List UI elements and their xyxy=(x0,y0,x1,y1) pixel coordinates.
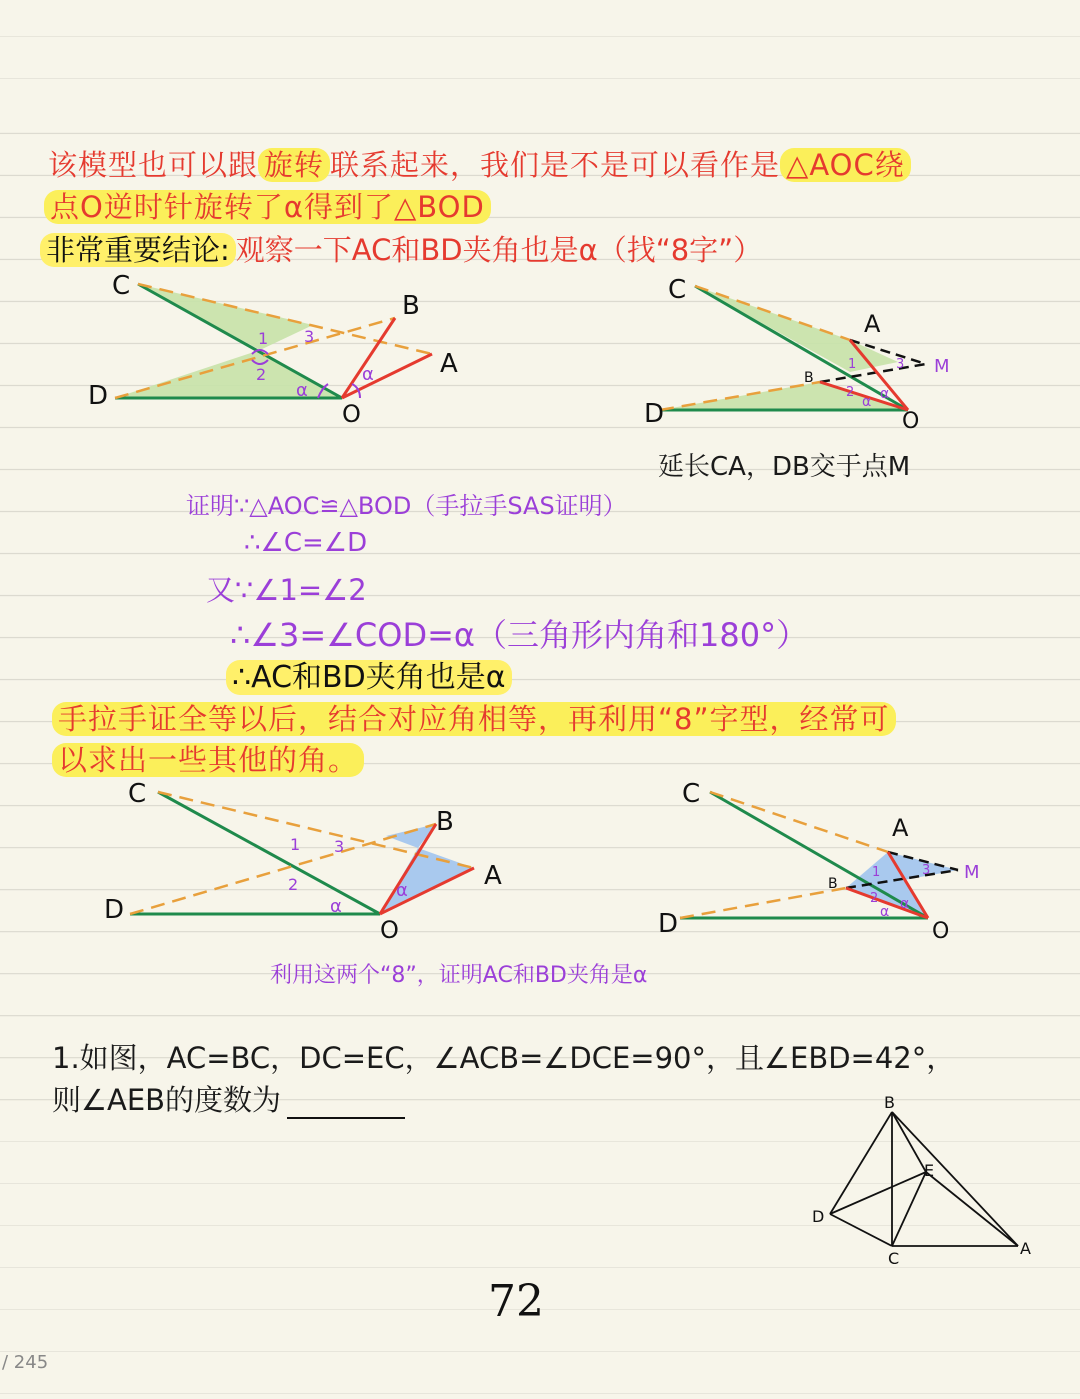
fig1-fill-lower xyxy=(115,350,342,398)
ex-line-ce xyxy=(892,1172,926,1246)
fig3-alpha-right: α xyxy=(396,880,408,901)
intro-text-1b: 联系起来，我们是不是可以看作是 xyxy=(330,148,781,182)
figure-1 xyxy=(80,271,500,428)
fig1-ang-2: 2 xyxy=(256,365,267,384)
fig2-alpha-left: α xyxy=(862,394,872,410)
fig1-label-b: B xyxy=(402,291,420,321)
fig2-label-d: D xyxy=(644,399,665,429)
fig1-alpha-left: α xyxy=(296,380,308,401)
fig1-label-c: C xyxy=(112,271,131,301)
ex-line-ea xyxy=(926,1172,1018,1246)
intro-highlight-bod: 点O逆时针旋转了α得到了△BOD xyxy=(44,190,491,224)
fig1-label-a: A xyxy=(440,349,458,379)
ex-label-a: A xyxy=(1020,1239,1031,1258)
ex-label-b: B xyxy=(884,1093,895,1112)
fig2-label-m: M xyxy=(934,356,950,377)
fig4-label-b: B xyxy=(828,876,838,892)
ex-line-de xyxy=(830,1172,926,1214)
fig3-label-c: C xyxy=(128,779,147,809)
fig2-label-b: B xyxy=(804,370,814,386)
conclusion-label: 非常重要结论: xyxy=(40,233,236,267)
proof-line-1: 证明∵△AOC≌△BOD（手拉手SAS证明） xyxy=(186,492,627,520)
fig3-label-d: D xyxy=(104,895,125,925)
ex-label-e: E xyxy=(924,1161,935,1180)
fig3-alpha-left: α xyxy=(330,896,342,917)
intro-line-1 xyxy=(48,143,911,184)
fig2-ang-3: 3 xyxy=(896,357,905,372)
fig4-ang-2: 2 xyxy=(870,891,879,906)
intro-highlight-aoc: △AOC绕 xyxy=(780,148,911,182)
caption-two-eights: 利用这两个“8”，证明AC和BD夹角是α xyxy=(270,963,648,988)
page-counter: / 245 xyxy=(2,1352,49,1373)
ex-line-dc xyxy=(830,1214,892,1246)
fig3-label-a: A xyxy=(484,861,502,891)
page-number: 72 xyxy=(488,1276,544,1327)
fig4-alpha-right: α xyxy=(900,896,910,912)
fig2-alpha-right: α xyxy=(880,386,890,402)
exercise-line-2 xyxy=(52,1078,405,1119)
proof-line-5 xyxy=(226,652,512,696)
proof-line-5-text: ∴AC和BD夹角也是α xyxy=(226,660,512,695)
figure-2 xyxy=(640,272,970,434)
proof-line-3: 又∵∠1=∠2 xyxy=(206,573,367,607)
fig3-label-o: O xyxy=(380,916,399,944)
intro-line-2 xyxy=(44,185,491,226)
fig4-label-o: O xyxy=(932,919,950,944)
fig4-ang-1: 1 xyxy=(872,865,881,880)
exercise-figure xyxy=(808,1092,1038,1267)
figure-4 xyxy=(652,778,992,948)
fig1-alpha-right: α xyxy=(362,364,374,385)
note-text-1: 手拉手证全等以后，结合对应角相等，再利用“8”字型，经常可 xyxy=(52,702,896,736)
fig2-label-c: C xyxy=(668,275,687,305)
fig4-alpha-left: α xyxy=(880,904,890,920)
fig2-label-a: A xyxy=(864,310,881,338)
fig1-ang-1: 1 xyxy=(258,329,269,348)
exercise-line-1: 1.如图，AC=BC，DC=EC，∠ACB=∠DCE=90°，且∠EBD=42°， xyxy=(52,1041,956,1075)
ex-label-d: D xyxy=(812,1207,825,1226)
figure-2-caption: 延长CA，DB交于点M xyxy=(658,452,911,482)
fig3-line-co xyxy=(158,792,380,914)
ex-line-bd xyxy=(830,1112,892,1214)
fig3-ang-2: 2 xyxy=(288,875,299,894)
fig2-ang-1: 1 xyxy=(848,357,857,372)
conclusion-line xyxy=(40,228,762,269)
intro-text-1a: 该模型也可以跟 xyxy=(48,148,259,182)
fig1-fill-upper xyxy=(138,284,313,350)
fig1-label-d: D xyxy=(88,381,109,411)
fig4-ang-3: 3 xyxy=(922,863,931,878)
figure-3 xyxy=(100,778,520,948)
fig4-label-m: M xyxy=(964,862,980,883)
proof-line-4: ∴∠3=∠COD=α（三角形内角和180°） xyxy=(230,616,809,654)
fig4-label-d: D xyxy=(658,909,679,939)
conclusion-text: 观察一下AC和BD夹角也是α（找“8字”） xyxy=(235,233,763,267)
fig1-label-o: O xyxy=(342,400,361,428)
fig3-ang-1: 1 xyxy=(290,835,301,854)
fig3-ang-3: 3 xyxy=(334,837,345,856)
proof-line-2: ∴∠C=∠D xyxy=(244,528,368,558)
fig2-label-o: O xyxy=(902,409,920,434)
ex-label-c: C xyxy=(888,1249,900,1268)
fig3-label-b: B xyxy=(436,807,454,837)
intro-highlight-rotation: 旋转 xyxy=(258,148,330,182)
fig2-ang-2: 2 xyxy=(846,385,855,400)
note-line-1 xyxy=(52,697,896,738)
fig4-label-a: A xyxy=(892,814,909,842)
exercise-question: 则∠AEB的度数为 xyxy=(52,1083,282,1117)
note-line-2 xyxy=(52,738,364,779)
fig4-label-c: C xyxy=(682,779,701,809)
note-text-2: 以求出一些其他的角。 xyxy=(52,743,364,777)
fig4-line-db xyxy=(680,888,846,918)
fig1-ang-3: 3 xyxy=(304,327,315,346)
answer-blank[interactable] xyxy=(287,1089,405,1119)
